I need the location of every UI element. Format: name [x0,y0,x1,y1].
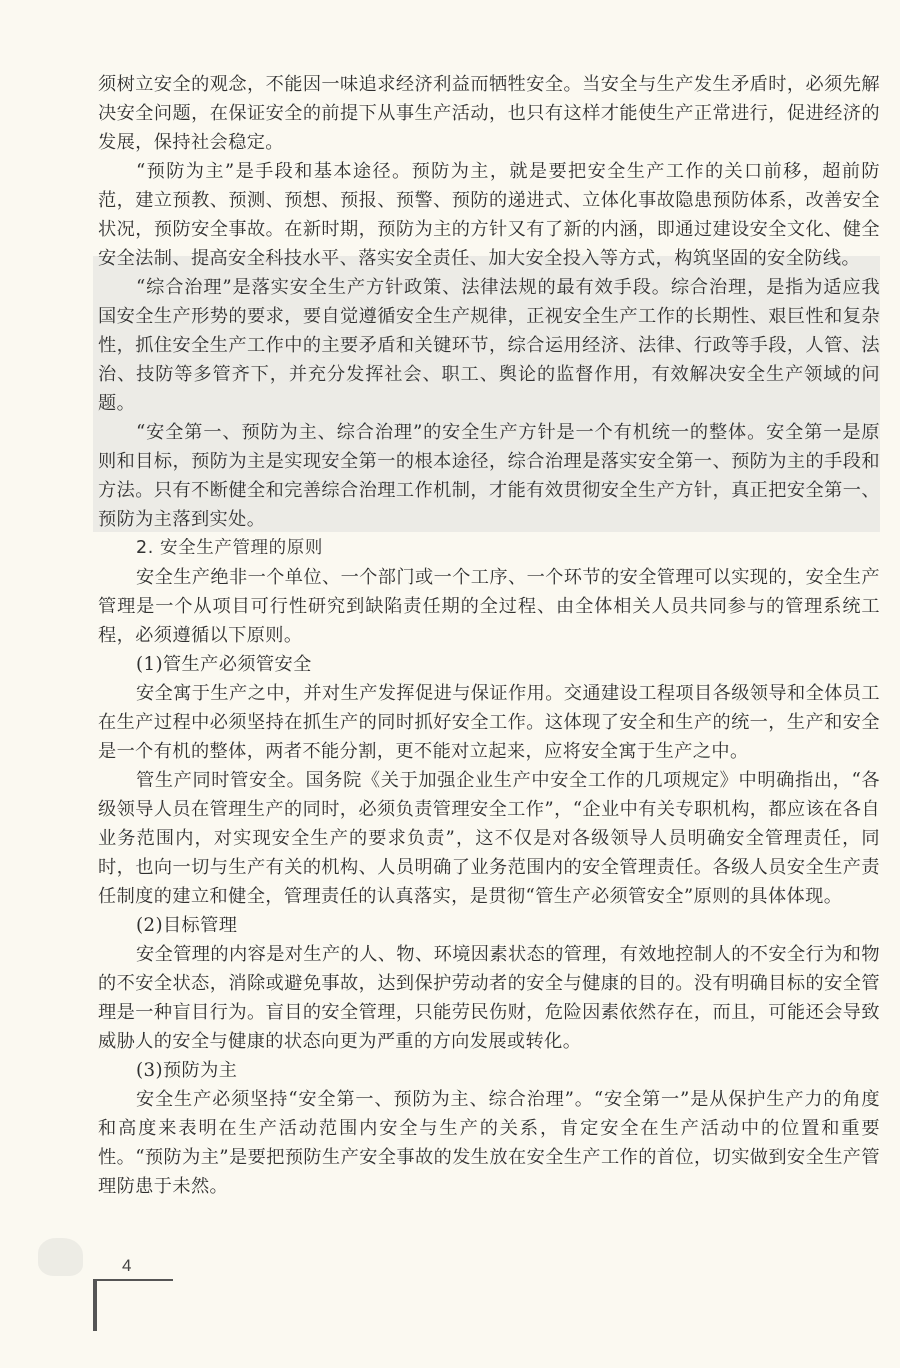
paragraph-prevention-first: “预防为主”是手段和基本途径。预防为主，就是要把安全生产工作的关口前移，超前防范，建立预教、预测、预想、预报、预警、预防的递进式、立体化事故隐患预防体系，改善安全状况，预防安全事故。在新时期，预防为主的方针又有了新的内涵，即通过建设安全文化、健全安全法制、提高安全科技水平、落实安全责任、加大安全投入等方式，构筑坚固的安全防线。 [98,161,880,269]
page-number: 4 [122,1256,132,1275]
subheading-manage-production-manage-safety: (1)管生产必须管安全 [136,654,312,675]
footer-rule-horizontal [93,1279,173,1281]
paragraph-principles-intro: 安全生产绝非一个单位、一个部门或一个工序、一个环节的安全管理可以实现的，安全生产管理是一个从项目可行性研究到缺陷责任期的全过程、由全体相关人员共同参与的管理系统工程，必须遵循以下原则。 [98,567,880,646]
paragraph-state-council-regulation: 管生产同时管安全。国务院《关于加强企业生产中安全工作的几项规定》中明确指出，“各级领导人员在管理生产的同时，必须负责管理安全工作”，“企业中有关专职机构，都应该在各自业务范围内，对实现安全生产的要求负责”，这不仅是对各级领导人员明确安全管理责任，同时，也向一切与生产有关的机构、人员明确了业务范围内的安全管理责任。各级人员安全生产责任制度的建立和健全，管理责任的认真落实，是贯彻“管生产必须管安全”原则的具体体现。 [98,770,880,907]
paragraph-goal-management: 安全管理的内容是对生产的人、物、环境因素状态的管理，有效地控制人的不安全行为和物的不安全状态，消除或避免事故，达到保护劳动者的安全与健康的目的。没有明确目标的安全管理是一种盲目行为。盲目的安全管理，只能劳民伤财，危险因素依然存在，而且，可能还会导致威胁人的安全与健康的状态向更为严重的方向发展或转化。 [98,944,880,1052]
paragraph-continuation: 须树立安全的观念，不能因一味追求经济利益而牺牲安全。当安全与生产发生矛盾时，必须先解决安全问题，在保证安全的前提下从事生产活动，也只有这样才能使生产正常进行，促进经济的发展，保持社会稳定。 [98,74,880,153]
footer-rule-vertical [93,1279,97,1331]
decorative-smudge [38,1238,83,1276]
body-text [98,70,880,1201]
paragraph-comprehensive-governance: “综合治理”是落实安全生产方针政策、法律法规的最有效手段。综合治理，是指为适应我国安全生产形势的要求，要自觉遵循安全生产规律，正视安全生产工作的长期性、艰巨性和复杂性，抓住安全生产工作中的主要矛盾和关键环节，综合运用经济、法律、行政等手段，人管、法治、技防等多管齐下，并充分发挥社会、职工、舆论的监督作用，有效解决安全生产领域的问题。 [98,277,880,414]
section-heading-principles: 2. 安全生产管理的原则 [136,538,323,558]
paragraph-safety-in-production: 安全寓于生产之中，并对生产发挥促进与保证作用。交通建设工程项目各级领导和全体员工在生产过程中必须坚持在抓生产的同时抓好安全工作。这体现了安全和生产的统一，生产和安全是一个有机的整体，两者不能分割，更不能对立起来，应将安全寓于生产之中。 [98,683,880,762]
subheading-prevention-first: (3)预防为主 [136,1060,238,1081]
paragraph-prevention-first-principle: 安全生产必须坚持“安全第一、预防为主、综合治理”。“安全第一”是从保护生产力的角度和高度来表明在生产活动范围内安全与生产的关系，肯定安全在生产活动中的位置和重要性。“预防为主”是要把预防生产安全事故的发生放在安全生产工作的首位，切实做到安全生产管理防患于未然。 [98,1089,880,1197]
paragraph-safety-policy-whole: “安全第一、预防为主、综合治理”的安全生产方针是一个有机统一的整体。安全第一是原则和目标，预防为主是实现安全第一的根本途径，综合治理是落实安全第一、预防为主的手段和方法。只有不断健全和完善综合治理工作机制，才能有效贯彻安全生产方针，真正把安全第一、预防为主落到实处。 [98,422,880,530]
subheading-goal-management: (2)目标管理 [136,915,238,936]
